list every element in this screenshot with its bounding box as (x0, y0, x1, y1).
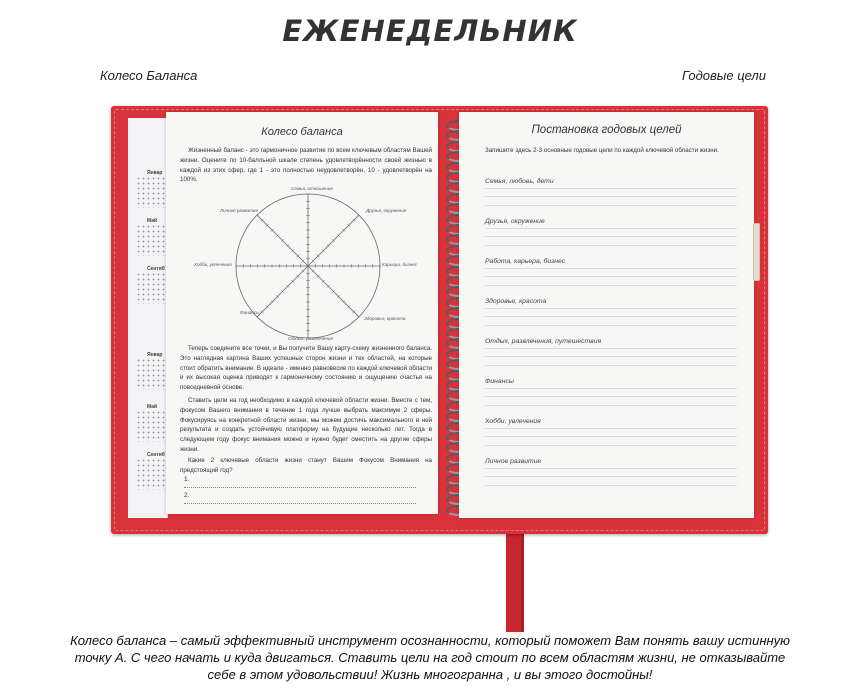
goal-writing-line[interactable] (485, 205, 737, 206)
goal-writing-line[interactable] (485, 196, 737, 197)
calendar-grid (136, 358, 166, 390)
answer-line-1[interactable]: 1. (184, 476, 416, 488)
calendar-month-label: Январ (147, 352, 163, 358)
bookmark-ribbon (506, 520, 524, 632)
goal-writing-line[interactable] (485, 436, 737, 437)
balance-wheel-title: Колесо баланса (261, 126, 343, 138)
goal-writing-line[interactable] (485, 468, 737, 469)
wheel-label-hobby: Хобби, увлечения (194, 262, 232, 267)
goal-writing-line[interactable] (485, 485, 737, 486)
calendar-grid (136, 272, 166, 304)
goal-writing-line[interactable] (485, 325, 737, 326)
wheel-label-friends: Друзья, окружение (366, 208, 407, 213)
goal-category-label: Хобби, увлечения (485, 418, 541, 425)
goal-writing-line[interactable] (485, 348, 737, 349)
goal-writing-line[interactable] (485, 268, 737, 269)
annual-goals-title: Постановка годовых целей (531, 124, 682, 136)
balance-wheel-intro: Жизненный баланс - это гармоничное развитие по всем ключевым областям Вашей жизни. Оцените по 10-балльной шкале степень удовлетворённости своей жизнью в каждой из этих сфер, где 1 - это полностью неудовлетворён, 10 - удовлетворён на 100%. (180, 147, 432, 184)
elastic-band (753, 223, 760, 281)
goal-writing-line[interactable] (485, 428, 737, 429)
calendar-grid (136, 410, 166, 442)
wheel-label-career: Карьера, бизнес (382, 262, 418, 267)
goal-writing-line[interactable] (485, 308, 737, 309)
calendar-month-label: Январ (147, 170, 163, 176)
description-text: Колесо баланса – самый эффективный инструмент осознанности, который поможет Вам понять вашу истинную точку А. С чего начать и куда двигаться. Ставить цели на год стоит по всем областям жизни, не отказывайте себе в этом удовольствии! Жизнь многогранна , и вы этого достойны! (70, 633, 790, 682)
wheel-label-finance: Финансы (240, 310, 260, 315)
calendar-grid (136, 458, 166, 490)
goal-writing-line[interactable] (485, 228, 737, 229)
goal-writing-line[interactable] (485, 476, 737, 477)
calendar-month-label: Май (147, 218, 158, 224)
caption-balance-wheel: Колесо Баланса (100, 68, 198, 83)
goal-writing-line[interactable] (485, 316, 737, 317)
wheel-label-health: Здоровье, красота (364, 316, 406, 321)
calendar-insert (128, 118, 168, 518)
balance-wheel-page (166, 112, 438, 514)
caption-annual-goals: Годовые цели (682, 68, 766, 83)
goal-writing-line[interactable] (485, 236, 737, 237)
calendar-grid (136, 224, 166, 256)
goal-writing-line[interactable] (485, 405, 737, 406)
goal-category-label: Друзья, окружение (485, 218, 545, 225)
goal-writing-line[interactable] (485, 396, 737, 397)
annual-goals-page (459, 112, 754, 518)
goal-writing-line[interactable] (485, 188, 737, 189)
balance-wheel-paragraph-3: Ставить цели на год необходимо в каждой ключевой области жизни. Вместе с тем, фокусом Вашего внимания в течение 1 года лучше выбрать максимум 2 сферы. Фокусируясь на конкретной области жизни, мы можем достичь максимального в ней результата и создать устойчивую платформу на будущие несколько лет. Тогда в следующем году фокус внимания можно и нужно будет сместить на другие сферы жизни. (180, 397, 432, 453)
goal-writing-line[interactable] (485, 365, 737, 366)
goal-category-label: Финансы (485, 378, 514, 385)
balance-wheel-paragraph-2: Теперь соедините все точки, и Вы получите Вашу карту-схему жизненного баланса. Это наглядная картина Ваших успешных сторон жизни и тех областей, на которые стоит обратить внимание. В идеале - именно равновесие по каждой ключевой области и их высокая оценка приводят к гармоничному состоянию и ощущению счастья на повседневной основе. (180, 345, 432, 392)
goal-writing-line[interactable] (485, 356, 737, 357)
wheel-label-family: Семья, отношения (291, 186, 333, 191)
goal-category-label: Семья, любовь, дети (485, 178, 554, 185)
goal-category-label: Личное развитие (485, 458, 542, 465)
focus-question: Какие 2 ключевые области жизни станут Вашим Фокусом Внимания на предстоящий год? (180, 457, 432, 474)
calendar-month-label: Сентяб (147, 452, 165, 458)
annual-goals-intro: Запишите здесь 2-3 основные годовые цели по каждой ключевой области жизни. (485, 147, 719, 154)
goal-category-label: Отдых, развлечения, путешествия (485, 338, 602, 345)
goal-category-label: Здоровье, красота (485, 298, 547, 305)
goal-writing-line[interactable] (485, 445, 737, 446)
calendar-grid (136, 176, 166, 208)
goal-writing-line[interactable] (485, 245, 737, 246)
answer-line-2[interactable]: 2. (184, 492, 416, 504)
wheel-label-leisure: Отдых, развлечения (288, 336, 333, 341)
calendar-month-label: Май (147, 404, 158, 410)
goal-writing-line[interactable] (485, 276, 737, 277)
goal-writing-line[interactable] (485, 388, 737, 389)
goal-category-label: Работа, карьера, бизнес (485, 258, 566, 265)
calendar-month-label: Сентяб (147, 266, 165, 272)
goal-writing-line[interactable] (485, 285, 737, 286)
wheel-label-growth: Личное развитие (220, 208, 259, 213)
page-title: ЕЖЕНЕДЕЛЬНИК (282, 14, 578, 48)
